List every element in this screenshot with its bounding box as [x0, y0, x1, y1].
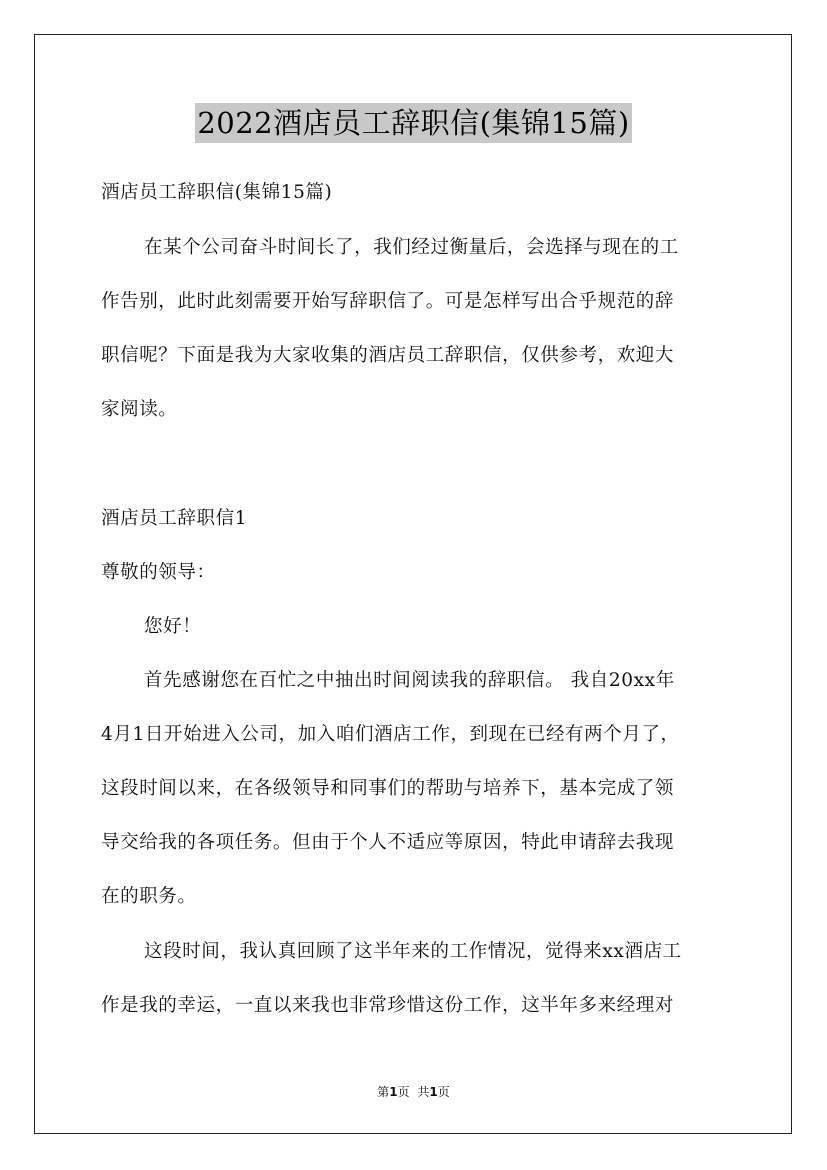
body-line: 在的职务。 — [101, 886, 197, 907]
body-line: 家阅读。 — [101, 399, 178, 420]
greeting: 您好！ — [144, 616, 202, 637]
page-label-prefix: 第 — [377, 1085, 390, 1099]
page-number: 1 — [389, 1085, 398, 1099]
total-pages: 1 — [429, 1085, 438, 1099]
section-heading: 酒店员工辞职信1 — [101, 508, 248, 529]
body-line: 这段时间以来，在各级领导和同事们的帮助与培养下，基本完成了领 — [101, 778, 675, 799]
body-line: 作是我的幸运，一直以来我也非常珍惜这份工作，这半年多来经理对 — [101, 995, 675, 1016]
body-line: 4月1日开始进入公司，加入咱们酒店工作，到现在已经有两个月了， — [101, 724, 680, 745]
total-suffix: 页 — [437, 1085, 450, 1099]
page-label-suffix: 页 — [397, 1085, 410, 1099]
body-line: 首先感谢您在百忙之中抽出时间阅读我的辞职信。 我自20xx年 — [144, 670, 675, 691]
total-prefix: 共 — [417, 1085, 430, 1099]
salutation: 尊敬的领导： — [101, 562, 216, 583]
body-line: 职信呢？下面是我为大家收集的酒店员工辞职信，仅供参考，欢迎大 — [101, 345, 675, 366]
document-title: 2022酒店员工辞职信(集锦15篇) — [195, 103, 631, 143]
body-line: 这段时间，我认真回顾了这半年来的工作情况，觉得来xx酒店工 — [144, 941, 682, 962]
body-line: 作告别，此时此刻需要开始写辞职信了。可是怎样写出合乎规范的辞 — [101, 291, 675, 312]
page-footer — [0, 1084, 827, 1100]
title-container — [0, 103, 827, 143]
body-line: 在某个公司奋斗时间长了，我们经过衡量后，会选择与现在的工 — [144, 237, 679, 258]
body-line: 导交给我的各项任务。但由于个人不适应等原因，特此申请辞去我现 — [101, 832, 675, 853]
subtitle-line: 酒店员工辞职信(集锦15篇) — [101, 182, 333, 203]
